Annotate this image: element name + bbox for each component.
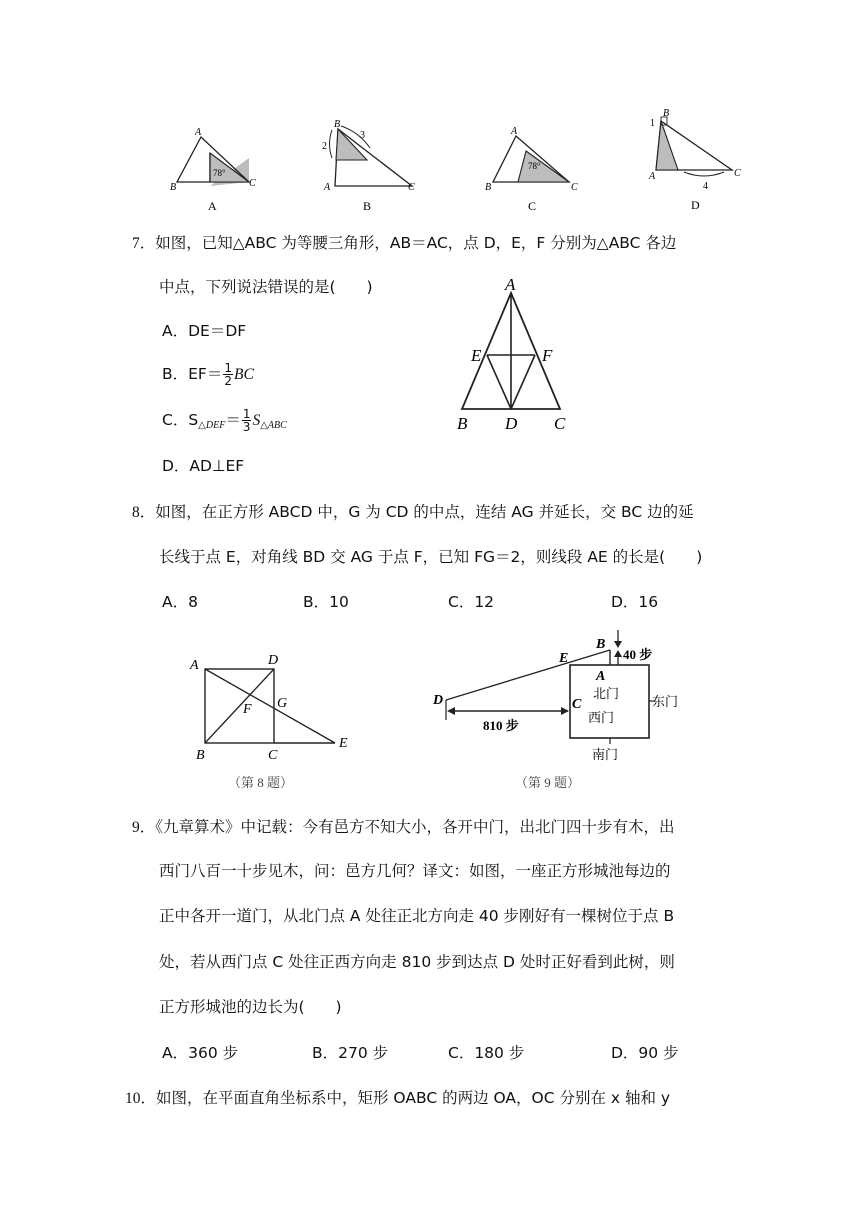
fig-c-caption: C bbox=[528, 199, 537, 213]
q7-option-c-prefix: C．S bbox=[162, 411, 199, 429]
fig-c-angle: 78° bbox=[528, 161, 541, 171]
q7-option-b-num: 1 bbox=[224, 361, 232, 375]
fig-c-vertex-c: C bbox=[571, 182, 578, 193]
q9-line1 bbox=[132, 817, 675, 838]
fig-b-side1: 2 bbox=[322, 141, 327, 152]
q9-fig-east-gate: 东门 bbox=[652, 694, 679, 709]
q9-option-c: C．180 步 bbox=[448, 1044, 525, 1062]
q8-text-1: ．如图，在正方形 ABCD 中，G 为 CD 的中点，连结 AG 并延长，交 BC 边的延 bbox=[139, 503, 694, 521]
fig-a-vertex-a: A bbox=[195, 127, 202, 138]
q9-fig-south-gate: 南门 bbox=[592, 747, 619, 762]
top-figure-a bbox=[160, 118, 270, 218]
fig-d-side1: 1 bbox=[650, 118, 655, 129]
q7-fig-f: F bbox=[542, 346, 553, 365]
q8-number: 8 bbox=[132, 504, 140, 521]
fig-a-vertex-c: C bbox=[249, 178, 256, 189]
q9-fig-caption: （第 9 题） bbox=[515, 775, 581, 790]
q8-option-d: D．16 bbox=[611, 593, 659, 611]
fig-c-vertex-a: A bbox=[511, 126, 518, 137]
q9-option-b: B．270 步 bbox=[312, 1044, 389, 1062]
q8-option-a: A．8 bbox=[162, 593, 198, 611]
q7-option-c-sub1: △DEF bbox=[198, 420, 226, 431]
fig-a-vertex-b: B bbox=[170, 182, 177, 193]
q10-text-1: ．如图，在平面直角坐标系中，矩形 OABC 的两边 OA，OC 分别在 x 轴和 y bbox=[140, 1089, 671, 1107]
q9-line3: 正中各开一道门，从北门点 A 处往正北方向走 40 步刚好有一棵树位于点 B bbox=[159, 907, 675, 925]
q7-option-a: A．DE＝DF bbox=[162, 322, 247, 340]
q8-option-c: C．12 bbox=[448, 593, 495, 611]
q8-line1 bbox=[132, 502, 694, 523]
q9-option-d: D．90 步 bbox=[611, 1044, 679, 1062]
fig-b-side2: 3 bbox=[360, 130, 365, 141]
q8-fig-b: B bbox=[196, 748, 205, 763]
q7-fig-a: A bbox=[505, 275, 516, 294]
q9-fig-b: B bbox=[596, 637, 606, 652]
q9-fig-d: D bbox=[433, 693, 444, 708]
q9-fig-a: A bbox=[596, 669, 606, 684]
fig-b-vertex-b: B bbox=[334, 119, 341, 130]
q7-option-c-den: 3 bbox=[242, 420, 251, 434]
q10-line1 bbox=[125, 1088, 670, 1109]
q8-option-b: B．10 bbox=[303, 593, 349, 611]
q7-option-d: D．AD⊥EF bbox=[162, 457, 245, 475]
fig-a-caption: A bbox=[208, 199, 217, 213]
q7-fig-c: C bbox=[554, 414, 566, 433]
fig-b-caption: B bbox=[363, 199, 372, 213]
q9-fig-e: E bbox=[559, 651, 569, 666]
q8-figure bbox=[185, 645, 370, 795]
q7-figure bbox=[450, 275, 580, 435]
q9-figure bbox=[425, 628, 705, 796]
q9-fig-c: C bbox=[572, 697, 582, 712]
fig-d-caption: D bbox=[691, 198, 700, 212]
q9-option-a: A．360 步 bbox=[162, 1044, 239, 1062]
fig-d-vertex-a: A bbox=[649, 171, 656, 182]
q8-fig-g: G bbox=[277, 696, 288, 711]
q7-fig-b: B bbox=[457, 414, 468, 433]
q8-fig-c: C bbox=[268, 748, 278, 763]
top-figure-c bbox=[480, 118, 590, 218]
q8-fig-f: F bbox=[243, 702, 252, 717]
q8-fig-caption: （第 8 题） bbox=[228, 775, 294, 790]
fig-a-angle: 78° bbox=[213, 168, 226, 178]
q7-option-b-den: 2 bbox=[224, 374, 232, 388]
q10-number: 10 bbox=[125, 1090, 141, 1107]
q7-line2: 中点，下列说法错误的是( ) bbox=[159, 278, 373, 296]
q7-option-b bbox=[162, 362, 254, 387]
q7-fig-e: E bbox=[471, 346, 482, 365]
q9-fig-dist-north: 40 步 bbox=[623, 647, 653, 662]
q7-option-c-sub2: △ABC bbox=[260, 420, 287, 431]
q7-option-b-fraction bbox=[223, 362, 233, 387]
fig-d-vertex-c: C bbox=[734, 168, 741, 179]
q8-line2: 长线于点 E，对角线 BD 交 AG 于点 F，已知 FG＝2，则线段 AE 的长是( ) bbox=[159, 548, 703, 566]
fig-b-vertex-a: A bbox=[324, 182, 331, 193]
q7-number: 7 bbox=[132, 235, 140, 252]
q7-option-c-fraction bbox=[242, 408, 252, 433]
q9-number: 9 bbox=[132, 819, 140, 836]
q8-fig-a: A bbox=[190, 658, 199, 673]
q7-text-1: ．如图，已知△ABC 为等腰三角形，AB＝AC，点 D，E，F 分别为△ABC 各边 bbox=[139, 234, 677, 252]
fig-d-side2: 4 bbox=[703, 181, 708, 192]
q7-option-b-suffix: BC bbox=[233, 366, 254, 383]
q7-option-c-num: 1 bbox=[242, 407, 251, 421]
q7-option-c-s2: S bbox=[252, 412, 261, 429]
q7-option-c-eq: ＝ bbox=[225, 411, 241, 429]
q9-fig-north-gate: 北门 bbox=[593, 686, 620, 701]
q9-text-1: ．《九章算术》中记载：今有邑方不知大小，各开中门，出北门四十步有木，出 bbox=[139, 818, 675, 836]
fig-d-vertex-b: B bbox=[663, 108, 670, 119]
fig-c-vertex-b: B bbox=[485, 182, 492, 193]
top-figure-b bbox=[315, 118, 425, 218]
fig-b-vertex-c: C bbox=[408, 182, 415, 193]
q7-option-c bbox=[162, 408, 287, 436]
q7-option-b-prefix: B．EF＝ bbox=[162, 365, 223, 383]
q8-fig-e: E bbox=[339, 736, 348, 751]
q9-line5: 正方形城池的边长为( ) bbox=[159, 998, 342, 1016]
q8-fig-d: D bbox=[268, 653, 279, 668]
top-figure-d bbox=[640, 104, 755, 214]
q9-line4: 处，若从西门点 C 处往正西方向走 810 步到达点 D 处时正好看到此树，则 bbox=[159, 953, 675, 971]
q9-line2: 西门八百一十步见木，问：邑方几何？译文：如图，一座正方形城池每边的 bbox=[159, 862, 671, 880]
q9-fig-dist-west: 810 步 bbox=[483, 718, 519, 733]
q9-fig-west-gate: 西门 bbox=[588, 710, 615, 725]
q7-fig-d: D bbox=[505, 414, 518, 433]
q7-line1 bbox=[132, 233, 676, 254]
